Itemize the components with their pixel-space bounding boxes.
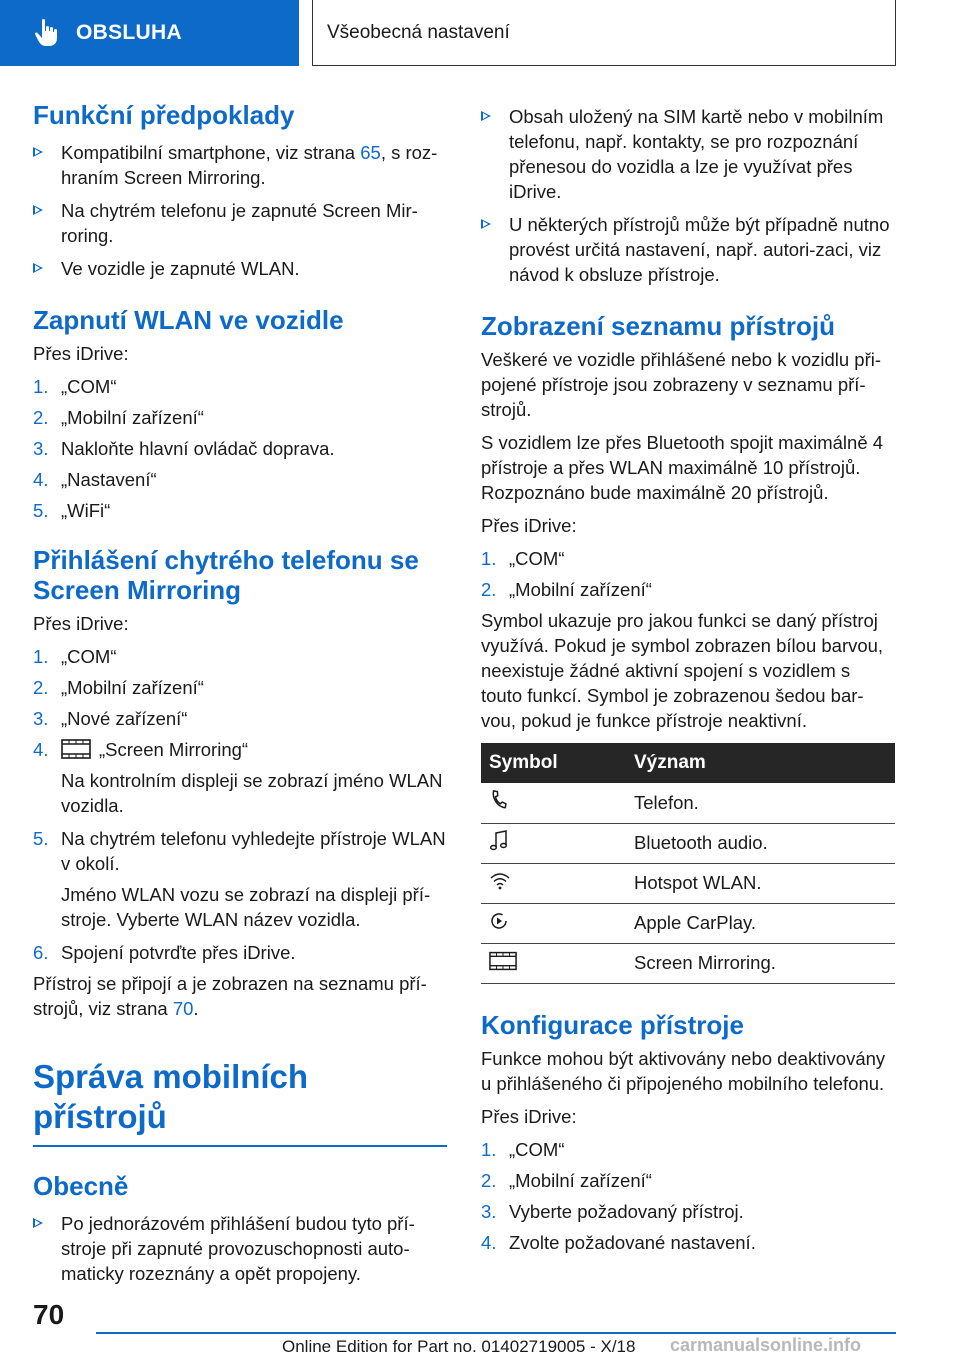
intro-text: Přes iDrive: [481,1105,577,1127]
intro-text: Přes iDrive: [33,343,129,364]
page-link[interactable]: 70 [172,998,194,1019]
heading-prerequisites: Funkční předpoklady [33,100,295,130]
step-item: 3. Nakloňte hlavní ovládač doprava. [33,438,335,459]
step-note: Na kontrolním displeji se zobrazí jméno WLAN vozidla. [61,770,443,816]
outro-text: Přístroj se připojí a je zobrazen na seznamu pří-strojů, viz strana 70. [33,973,427,1019]
list-item: Ve vozidle je zapnuté WLAN. [33,256,447,281]
step-note: Jméno WLAN vozu se zobrazí na displeji pří-stroje. Vyberte WLAN název vozidla. [61,884,431,930]
page-number: 70 [33,1299,65,1330]
heading-register: Přihlášení chytrého telefonu se Screen Mirroring [33,545,419,605]
body-text: Symbol ukazuje pro jakou funkci se daný přístroj využívá. Pokud je symbol zobrazen bílou barvou, neexistuje žádné aktivní spojení s vozidlem s touto funkcí. Symbol je zobrazenou šedou bar-vou, pokud je funkce přístroje neaktivní. [481,610,884,731]
chapter-title-text: Všeobecná nastavení [327,21,510,43]
step-item: 1. „COM“ [33,646,117,667]
list-item: Obsah uložený na SIM kartě nebo v mobilním telefonu, např. kontakty, se pro rozpoznání přenesou do vozidla a lze je využívat přes iDrive. [481,104,895,204]
chapter-title [312,0,896,66]
right-column [481,104,895,1255]
table-row: Bluetooth audio. [481,823,895,863]
intro-text: Přes iDrive: [481,515,577,536]
watermark: carmanualsonline.info [670,1335,862,1355]
step-item: 4. „Screen Mirroring“ [33,739,249,760]
section-tab-label: OBSLUHA [76,21,182,44]
heading-device-list: Zobrazení seznamu přístrojů [481,311,835,341]
step-item: 4. Zvolte požadované nastavení. [481,1231,756,1253]
body-text: Funkce mohou být aktivovány nebo deaktivovány u přihlášeného či připojeného mobilního telefonu. [481,1047,886,1094]
table-row: Hotspot WLAN. [481,863,895,903]
step-item: 2. „Mobilní zařízení“ [33,407,204,428]
step-item: 4. „Nastavení“ [33,469,157,490]
step-item: 1. „COM“ [33,376,117,397]
heading-device-config: Konfigurace přístroje [481,1009,744,1040]
triangle-bullet-icon [33,147,43,157]
table-row: Screen Mirroring. [481,943,895,983]
screen-mirroring-icon [61,739,91,759]
step-item: 1. „COM“ [481,1138,565,1160]
footer-rule [96,1332,896,1334]
step-item: 3. „Nové zařízení“ [33,708,188,729]
symbol-table [481,743,895,984]
left-column [33,100,447,1286]
page-header [0,0,960,66]
heading-wlan: Zapnutí WLAN ve vozidle [33,305,344,335]
triangle-bullet-icon [33,205,43,215]
section-tab [0,0,299,66]
table-row: Apple CarPlay. [481,903,895,943]
triangle-bullet-icon [481,219,491,229]
step-item: 6. Spojení potvrďte přes iDrive. [33,942,296,963]
step-item: 2. „Mobilní zařízení“ [481,1169,652,1191]
heading-manage-devices: Správa mobilních přístrojů [33,1058,309,1135]
table-header-meaning: Význam [626,743,895,783]
step-item: 5. Na chytrém telefonu vyhledejte přístroje WLAN v okolí. [33,828,446,874]
carplay-icon [489,911,509,931]
body-text: S vozidlem lze přes Bluetooth spojit maximálně 4 přístroje a přes WLAN maximálně 10 přístrojů. Rozpoznáno bude maximálně 20 přístrojů. [481,432,884,503]
wifi-icon [489,871,511,891]
heading-general: Obecně [33,1171,129,1201]
screen-mirroring-icon [489,951,517,971]
step-item: 5. „WiFi“ [33,500,111,521]
table-header-symbol: Symbol [481,743,626,783]
list-item: Po jednorázovém přihlášení budou tyto pří-stroje při zapnuté provozuschopnosti auto-maticky rozeznány a opět propojeny. [33,1211,447,1286]
triangle-bullet-icon [33,263,43,273]
triangle-bullet-icon [481,111,491,121]
triangle-bullet-icon [33,1218,43,1228]
hand-pointer-icon [34,18,60,48]
list-item: Na chytrém telefonu je zapnuté Screen Mir-roring. [33,198,447,248]
footer-edition: Online Edition for Part no. 01402719005 - X/18 [282,1337,636,1356]
step-item: 3. Vyberte požadovaný přístroj. [481,1200,744,1222]
table-header-row [481,743,895,783]
step-item: 1. „COM“ [481,548,565,569]
intro-text: Přes iDrive: [33,613,129,634]
list-item: Kompatibilní smartphone, viz strana 65, s roz-hraním Screen Mirroring. [33,140,447,190]
music-note-icon [489,830,509,852]
list-item: U některých přístrojů může být případně nutno provést určitá nastavení, např. autori-zaci, viz návod k obsluze přístroje. [481,212,895,287]
phone-icon [489,790,509,810]
body-text: Veškeré ve vozidle přihlášené nebo k vozidlu při-pojené přístroje jsou zobrazeny v seznamu pří-strojů. [481,349,882,420]
step-item: 2. „Mobilní zařízení“ [481,579,652,600]
step-item: 2. „Mobilní zařízení“ [33,677,204,698]
table-row: Telefon. [481,783,895,823]
page-link[interactable]: 65 [360,142,381,163]
